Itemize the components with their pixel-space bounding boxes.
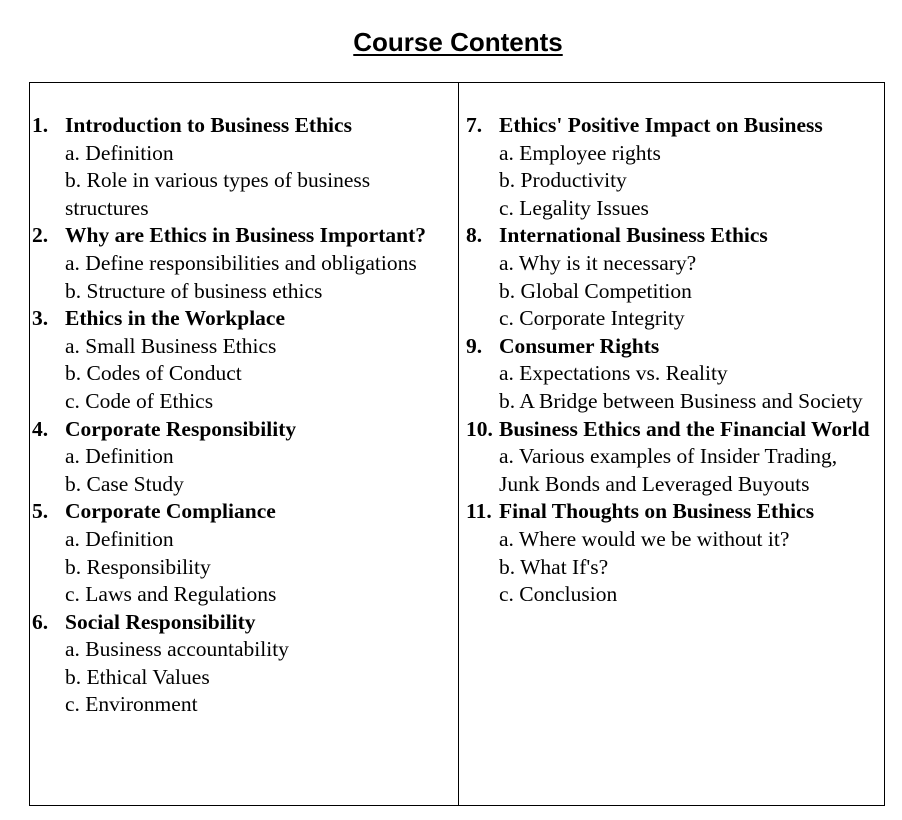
subtopic: a. Define responsibilities and obligations [65,250,417,275]
section-heading: Social Responsibility [65,609,256,634]
section-number: 9. [466,333,483,358]
section-number: 11. [466,499,492,524]
subtopic: b. Role in various types of business structures [65,168,371,220]
subtopic: c. Code of Ethics [65,388,214,413]
section-5 [32,498,452,608]
subtopic: a. Various examples of Insider Trading, Junk Bonds and Leveraged Buyouts [499,444,838,496]
subtopic: a. Why is it necessary? [499,250,697,275]
subtopic: b. Productivity [499,168,627,193]
subtopic: b. Codes of Conduct [65,361,242,386]
section-9 [466,333,876,416]
subtopic: a. Definition [65,140,174,165]
left-column [32,112,452,719]
section-10 [466,416,876,499]
section-heading: Ethics in the Workplace [65,306,285,331]
column-divider [458,83,459,805]
subtopic: b. What If's? [499,554,609,579]
subtopic: c. Environment [65,692,198,717]
subtopic: b. Responsibility [65,554,211,579]
section-number: 2. [32,223,49,248]
section-number: 8. [466,223,483,248]
subtopic: a. Business accountability [65,637,289,662]
subtopic: c. Legality Issues [499,195,649,220]
right-column [466,112,876,609]
subtopic: b. Ethical Values [65,664,210,689]
section-7 [466,112,876,222]
subtopic: c. Conclusion [499,582,618,607]
section-8 [466,222,876,332]
subtopic: b. A Bridge between Business and Society [499,388,863,413]
section-heading: Ethics' Positive Impact on Business [499,113,823,137]
section-2 [32,222,452,305]
subtopic: a. Definition [65,444,174,469]
section-number: 7. [466,113,483,137]
section-number: 3. [32,306,49,331]
section-number: 5. [32,499,49,524]
section-1 [32,112,452,222]
subtopic: a. Where would we be without it? [499,526,790,551]
section-number: 1. [32,113,49,137]
section-11 [466,498,876,608]
subtopic: c. Laws and Regulations [65,582,277,607]
section-4 [32,416,452,499]
section-heading: Final Thoughts on Business Ethics [499,499,815,524]
section-heading: Why are Ethics in Business Important? [65,223,426,248]
subtopic: a. Small Business Ethics [65,333,277,358]
subtopic: a. Expectations vs. Reality [499,361,728,386]
section-heading: Corporate Responsibility [65,416,297,441]
page-title-text: Course Contents [353,27,563,57]
page-title [0,24,902,60]
section-heading: Introduction to Business Ethics [65,113,352,137]
subtopic: b. Case Study [65,471,184,496]
section-3 [32,305,452,415]
subtopic: a. Employee rights [499,140,661,165]
section-number: 10. [466,416,493,441]
section-heading: International Business Ethics [499,223,768,248]
section-number: 4. [32,416,49,441]
subtopic: b. Structure of business ethics [65,278,323,303]
subtopic: c. Corporate Integrity [499,306,685,331]
section-heading: Corporate Compliance [65,499,276,524]
section-heading: Consumer Rights [499,333,660,358]
section-number: 6. [32,609,49,634]
section-6 [32,609,452,719]
subtopic: b. Global Competition [499,278,692,303]
section-heading: Business Ethics and the Financial World [499,416,870,441]
subtopic: a. Definition [65,526,174,551]
contents-table [29,82,885,806]
